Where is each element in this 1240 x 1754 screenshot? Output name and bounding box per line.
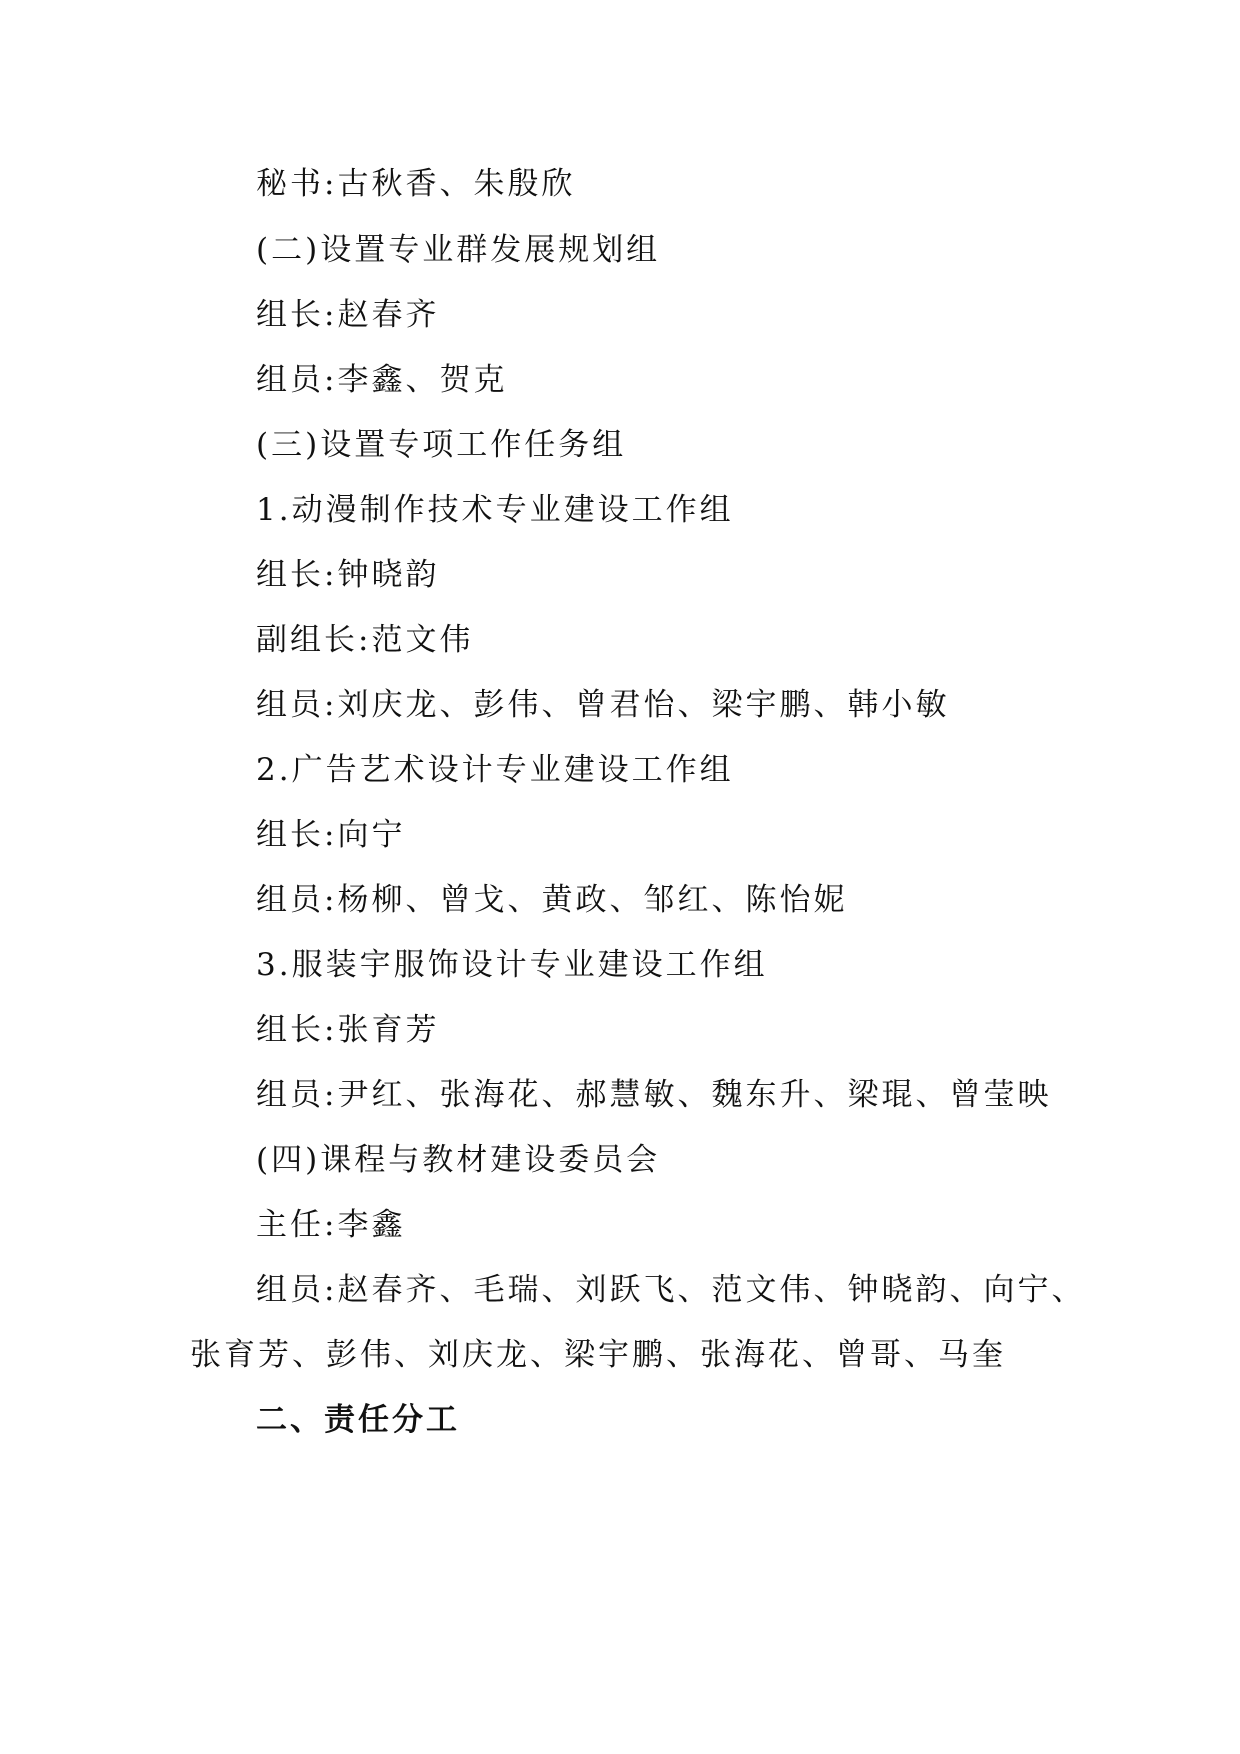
subsection-heading-3: 3.服装宇服饰设计专业建设工作组 <box>256 947 768 983</box>
leader-line: 组长:向宁 <box>256 817 406 853</box>
section-heading-2: (二)设置专业群发展规划组 <box>256 232 661 268</box>
secretary-line: 秘书:古秋香、朱殷欣 <box>256 166 576 202</box>
members-line: 组员:刘庆龙、彭伟、曾君怡、梁宇鹏、韩小敏 <box>256 687 950 723</box>
members-line: 组员:杨柳、曾戈、黄政、邹红、陈怡妮 <box>256 882 848 918</box>
chapter-heading: 二、责任分工 <box>256 1402 460 1438</box>
section-heading-3: (三)设置专项工作任务组 <box>256 427 627 463</box>
leader-line: 组长:张育芳 <box>256 1012 440 1048</box>
leader-line: 组长:赵春齐 <box>256 297 440 333</box>
section-heading-4: (四)课程与教材建设委员会 <box>256 1142 661 1178</box>
director-line: 主任:李鑫 <box>256 1207 406 1243</box>
deputy-leader-line: 副组长:范文伟 <box>256 622 474 658</box>
leader-line: 组长:钟晓韵 <box>256 557 440 593</box>
members-line: 组员:赵春齐、毛瑞、刘跃飞、范文伟、钟晓韵、向宁、 <box>256 1272 1086 1308</box>
members-line-continued: 张育芳、彭伟、刘庆龙、梁宇鹏、张海花、曾哥、马奎 <box>190 1337 1006 1373</box>
members-line: 组员:尹红、张海花、郝慧敏、魏东升、梁琨、曾莹映 <box>256 1077 1052 1113</box>
subsection-heading-1: 1.动漫制作技术专业建设工作组 <box>256 492 734 528</box>
members-line: 组员:李鑫、贺克 <box>256 362 508 398</box>
subsection-heading-2: 2.广告艺术设计专业建设工作组 <box>256 752 734 788</box>
